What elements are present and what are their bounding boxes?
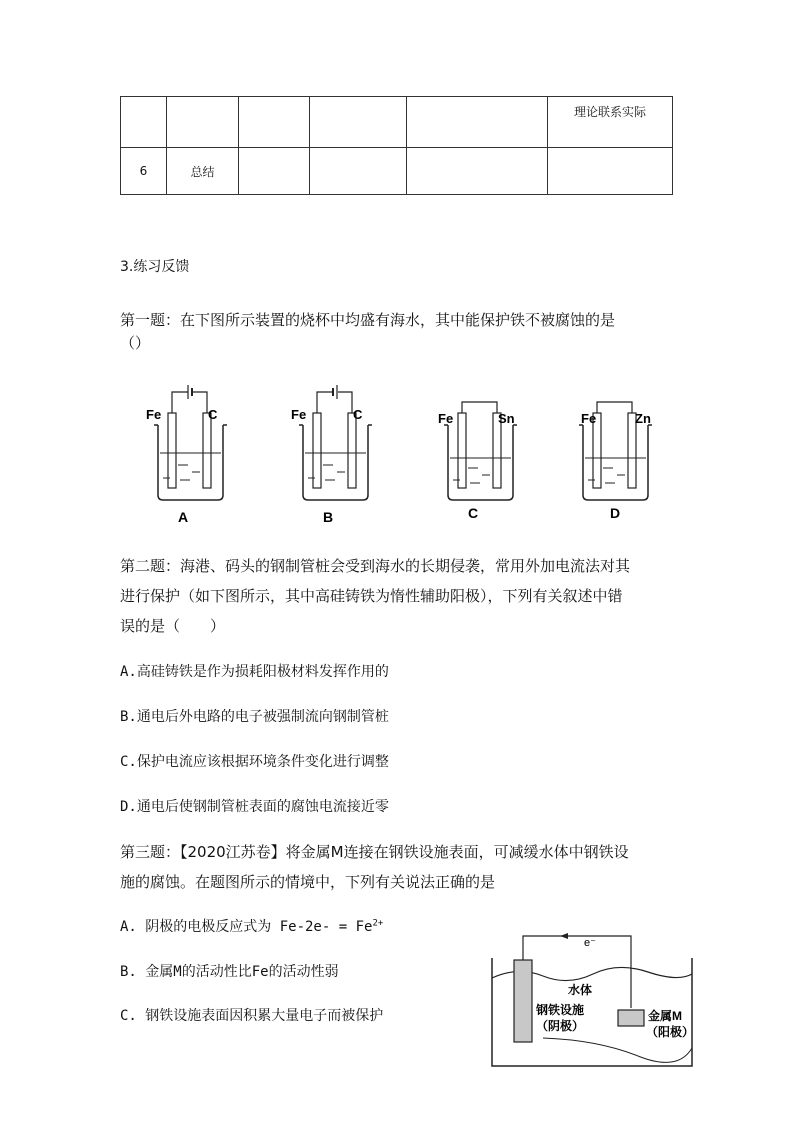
figure-d xyxy=(579,402,652,521)
q3-option-b: B. 金属M的活动性比Fe的活动性弱 xyxy=(120,964,339,980)
table-cell xyxy=(548,148,673,195)
figure-a-left-label: Fe xyxy=(146,407,162,422)
metal-m xyxy=(618,1010,644,1026)
figure-b-right-label: C xyxy=(353,407,363,422)
steel-label-2: （阴极） xyxy=(536,1019,585,1033)
table-cell xyxy=(407,97,548,148)
q2-option-a: A.高硅铸铁是作为损耗阳极材料发挥作用的 xyxy=(120,664,389,680)
q3-text-line-1: 第三题：【2020江苏卷】将金属M连接在钢铁设施表面，可减缓水体中钢铁设 xyxy=(120,843,629,861)
table-cell: 6 xyxy=(121,148,167,195)
table-cell: 总结 xyxy=(167,148,239,195)
table-cell xyxy=(310,148,407,195)
q2-option-c: C.保护电流应该根据环境条件变化进行调整 xyxy=(120,754,389,770)
figure-b-left-label: Fe xyxy=(291,407,307,422)
metal-label-1: 金属M xyxy=(648,1009,682,1023)
figure-a xyxy=(146,385,227,525)
q3-diagram xyxy=(488,928,702,1073)
table-row xyxy=(121,97,673,148)
figure-d-left-label: Fe xyxy=(581,411,597,426)
section-title: 3.练习反馈 xyxy=(120,259,190,275)
table-cell xyxy=(310,97,407,148)
q1-text-line-1: 第一题：在下图所示装置的烧杯中均盛有海水，其中能保护铁不被腐蚀的是 xyxy=(120,311,616,329)
q3-option-c: C. 钢铁设施表面因积累大量电子而被保护 xyxy=(120,1008,384,1024)
electron-label: e⁻ xyxy=(584,937,596,949)
table-cell: 理论联系实际 xyxy=(548,97,673,148)
figure-c xyxy=(438,402,517,521)
figure-b-caption: B xyxy=(323,509,334,525)
q2-text-line-2: 进行保护（如下图所示，其中高硅铸铁为惰性辅助阳极），下列有关叙述中错 xyxy=(120,587,623,605)
q3-text-line-2: 施的腐蚀。在题图所示的情境中，下列有关说法正确的是 xyxy=(120,873,496,891)
q3-option-a-superscript: 2+ xyxy=(372,918,384,929)
q2-option-d: D.通电后使钢制管桩表面的腐蚀电流接近零 xyxy=(120,799,389,815)
table-cell xyxy=(407,148,548,195)
steel-label-1: 钢铁设施 xyxy=(536,1003,585,1017)
wire xyxy=(523,936,631,1008)
q2-option-b: B.通电后外电路的电子被强制流向钢制管桩 xyxy=(120,709,389,725)
table-cell xyxy=(239,97,310,148)
q2-text-line-1: 第二题：海港、码头的钢制管桩会受到海水的长期侵袭，常用外加电流法对其 xyxy=(120,557,631,575)
table-row xyxy=(121,148,673,195)
figure-c-left-label: Fe xyxy=(438,411,454,426)
q3-option-a-text: A. 阴极的电极反应式为 Fe-2e- = Fe xyxy=(120,919,373,935)
arrow-left-icon xyxy=(560,933,568,939)
water-label: 水体 xyxy=(568,983,593,997)
q3-option-a xyxy=(120,916,383,936)
figure-c-caption: C xyxy=(468,505,479,521)
table-cell xyxy=(239,148,310,195)
figure-a-caption: A xyxy=(178,509,189,525)
metal-label-2: （阳极） xyxy=(646,1025,695,1039)
figure-a-right-label: C xyxy=(208,407,218,422)
q1-figures xyxy=(130,380,670,530)
lesson-plan-table xyxy=(120,96,673,195)
figure-d-caption: D xyxy=(610,505,621,521)
steel-structure xyxy=(514,960,532,1042)
figure-d-right-label: Zn xyxy=(635,411,651,426)
table-cell xyxy=(167,97,239,148)
table-cell xyxy=(121,97,167,148)
figure-b xyxy=(291,385,372,525)
figure-c-right-label: Sn xyxy=(498,411,515,426)
q2-text-line-3: 误的是（ ） xyxy=(120,617,226,635)
q1-text-line-2: （） xyxy=(120,334,151,352)
